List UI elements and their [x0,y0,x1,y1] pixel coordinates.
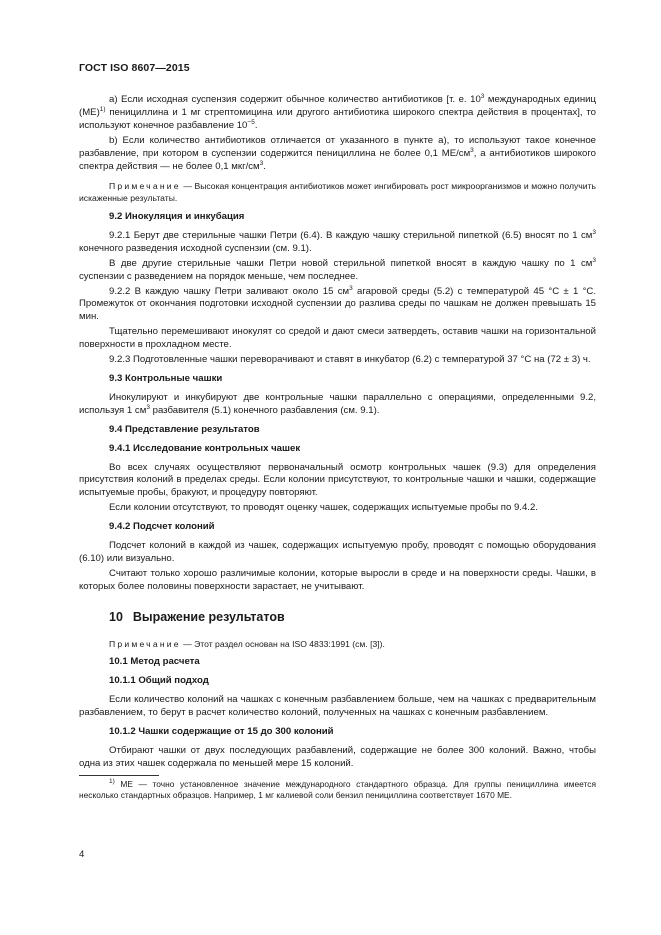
para-9-2-2b: Тщательно перемешивают инокулят со средой и дают смеси затвердеть, оставив чашки на горизонтальной поверхности в прохладном месте. [79,326,596,351]
note-section-10: Примечание — Этот раздел основан на ISO 4833:1991 (см. [3]). [109,638,385,649]
para-9-3: Инокулируют и инкубируют две контрольные чашки параллельно с операциями, определенными 9.2, используя 1 $см^3$ разбавителя (5.1) конечного разбавления (см. 9.1). [79,391,596,416]
item-a: а) Если исходная суспензия содержит обычное количество антибиотиков [т. е. $10^3$ международных единиц (МЕ)$^{1)}$ пенициллина и 1 мг стрептомицина или другого антибиотика широкого спектра действия в процентах], то используют конечное разбавление $10^{-5}$. [79,93,596,131]
heading-10-1-2: 10.1.2 Чашки содержащие от 15 до 300 колоний [109,726,334,738]
para-9-4-2b: Считают только хорошо различимые колонии, которые выросли в среде и на поверхности среды. Чашки, в которых более половины поверхности зарастает, не учитывают. [79,567,596,592]
item-b: b) Если количество антибиотиков отличается от указанного в пункте а), то используют такое конечное разбавление, при котором в суспензии содержится пенициллина не более 0,1 $МЕ/см^3$, а антибиотиков широкого спектра действия — не более 0,1 мкг/$см^3$. [79,134,596,172]
para-9-2-1: 9.2.1 Берут две стерильные чашки Петри (6.4). В каждую чашку стерильной пипеткой (6.5) вносят по 1 $см^3$ конечного разведения исходной суспензии (см. 9.1). [79,228,596,254]
page-number: 4 [79,849,85,860]
footnote: $^{1)}$ МЕ — точно установленное значение международного стандартного образца. Для группы пенициллина имеется несколько стандартных образцов. Например, 1 мг калиевой соли бензил пенициллина соответствует 1670 МЕ. [79,777,596,801]
para-9-2-1b: В две другие стерильные чашки Петри новой стерильной пипеткой вносят в каждую чашку по 1 $см^3$ суспензии с разведением на порядок меньше, чем последнее. [79,256,596,282]
heading-9-2: 9.2 Инокуляция и инкубация [109,211,245,223]
para-9-2-3: 9.2.3 Подготовленные чашки переворачивают и ставят в инкубатор (6.2) с температурой 37 °С на (72 ± 3) ч. [109,354,591,366]
heading-9-4-1: 9.4.1 Исследование контрольных чашек [109,442,301,454]
page-header: ГОСТ ISO 8607—2015 [79,62,190,74]
para-9-4-1: Во всех случаях осуществляют первоначальный осмотр контрольных чашек (9.3) для определения присутствия колоний в пределах среды. Если колонии присутствуют, то контрольные чашки и чашки, содержащие испытуемые пробы, бракуют, и процедуру повторяют. [79,461,596,499]
document-body [79,94,596,801]
heading-10-1-1: 10.1.1 Общий подход [109,675,209,687]
para-9-2-2: 9.2.2 В каждую чашку Петри заливают около 15 $см^3$ агаровой среды (5.2) с температурой 45 °С ± 1 °С. Промежуток от окончания подготовки исходной суспензии до разлива среды по чашкам не должен превышать 15 мин. [79,284,596,323]
heading-9-4-2: 9.4.2 Подсчет колоний [109,521,215,533]
para-10-1-2: Отбирают чашки от двух последующих разбавлений, содержащие не более 300 колоний. Важно, чтобы одна из этих чашек содержала по меньшей мере 15 колоний. [79,745,596,769]
para-9-4-2: Подсчет колоний в каждой из чашек, содержащих испытуемую пробу, проводят с помощью оборудования (6.10) или визуально. [79,540,596,564]
note-antibiotics: Примечание — Высокая концентрация антибиотиков может ингибировать рост микроорганизмов и можно получить искаженные результаты. [79,181,596,204]
footnote-separator [79,775,159,776]
heading-10-1: 10.1 Метод расчета [109,656,200,668]
para-10-1-1: Если количество колоний на чашках с конечным разбавлением больше, чем на чашках с предварительным разбавлением, то берут в расчет количество колоний, полученных на чашках с конечным разбавлением. [79,694,596,719]
para-9-4-1b: Если колонии отсутствуют, то проводят оценку чашек, содержащих испытуемые пробы по 9.4.2. [109,502,538,514]
heading-9-3: 9.3 Контрольные чашки [109,373,223,384]
heading-9-4: 9.4 Представление результатов [109,423,260,435]
heading-10: 10 Выражение результатов [109,609,285,624]
